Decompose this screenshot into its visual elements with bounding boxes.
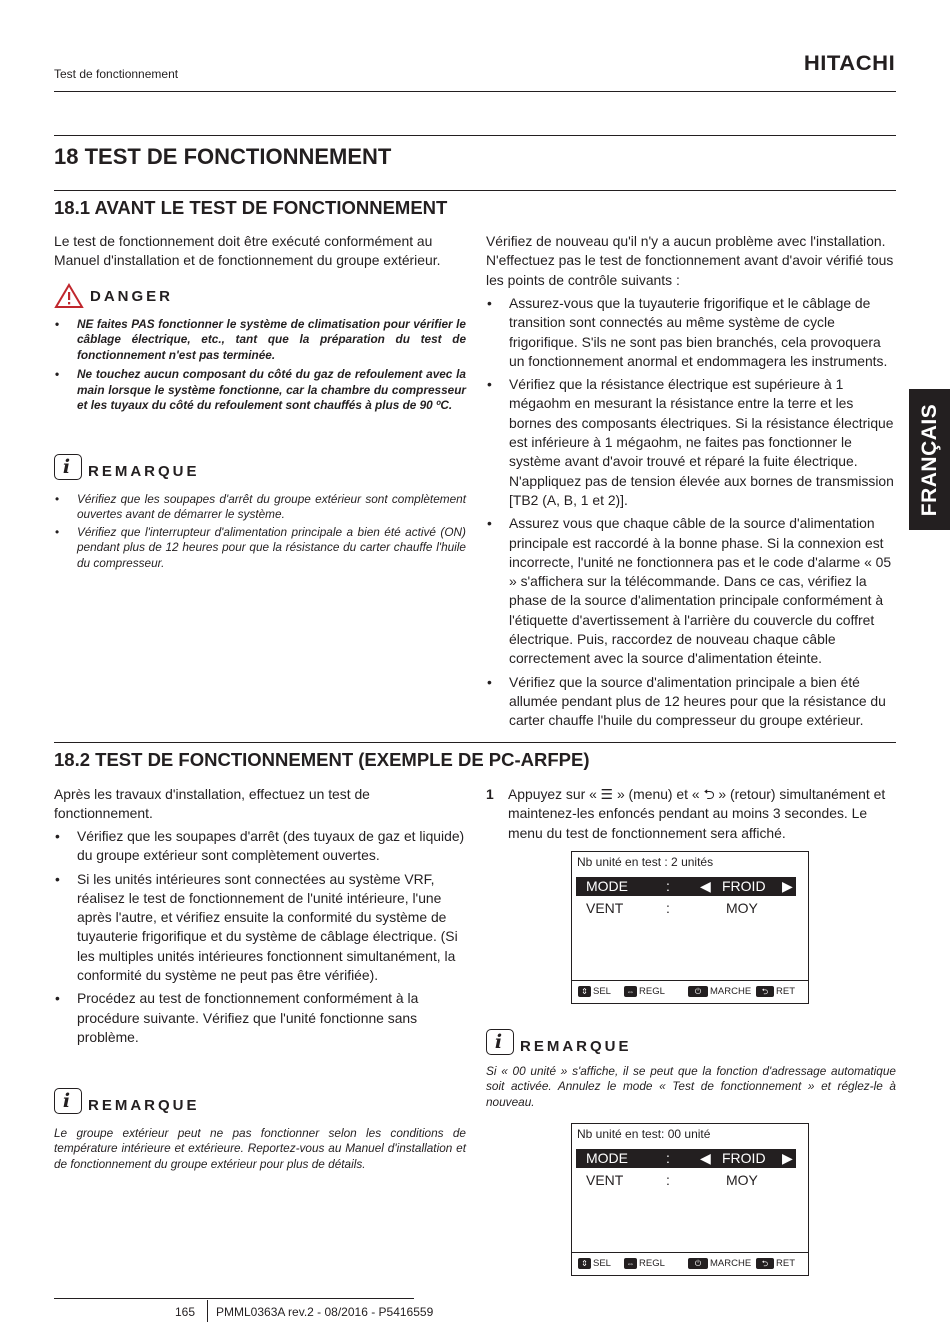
right-arrow-icon: ▶ <box>782 1150 793 1166</box>
note-text: Le groupe extérieur peut ne pas fonctionner selon les conditions de température intérieure et extérieure. Reportez-vous au Manuel d'installation et de fonctionnement du groupe extérieur pour plus de détails. <box>54 1126 466 1171</box>
document-reference: PMML0363A rev.2 - 08/2016 - P5416559 <box>216 1305 434 1319</box>
danger-label: DANGER <box>90 287 174 305</box>
s1-right-intro: Vérifiez de nouveau qu'il n'y a aucun problème avec l'installation. N'effectuez pas le test de fonctionnement avant d'avoir vérifié tous les points de contrôle suivants : <box>486 233 894 288</box>
lcd-fan-row: VENT : MOY <box>586 900 758 916</box>
note-item: • Vérifiez que les soupapes d'arrêt du groupe extérieur sont complètement ouvertes avant de démarrer le système. <box>54 492 466 523</box>
left-arrow-icon: ◀ <box>700 1150 711 1166</box>
danger-block <box>54 283 466 417</box>
lcd-title: Nb unité en test : 2 unités <box>577 855 714 869</box>
note-list <box>54 492 466 571</box>
section-18-2-title: 18.2 TEST DE FONCTIONNEMENT (EXEMPLE DE PC-ARFPE) <box>54 749 590 770</box>
danger-heading <box>54 283 466 309</box>
note-label: REMARQUE <box>520 1038 632 1055</box>
lcd-mode-row: MODE : ◀ FROID ▶ <box>576 1149 796 1168</box>
info-icon: i <box>54 1088 82 1114</box>
chapter-rule-top <box>54 135 896 136</box>
remote-display-1 <box>571 851 809 1004</box>
danger-item: • Ne touchez aucun composant du côté du gaz de refoulement avec la main lorsque le système fonctionne, car la chambre du compresseur et les tuyaux du côté du refoulement sont chauffés à plus de 90 ºC. <box>54 367 466 413</box>
note-label: REMARQUE <box>88 463 200 480</box>
header-rule <box>54 91 896 92</box>
page-number: 165 <box>175 1305 196 1319</box>
language-tab: FRANÇAIS <box>909 389 950 530</box>
s2-intro: Après les travaux d'installation, effectuez un test de fonctionnement. <box>54 786 370 822</box>
checklist-item: • Vérifiez que la source d'alimentation principale a bien été allumée pendant plus de 12 heures pour que la résistance du carter chauffe l'huile du compresseur du groupe extérieur. <box>486 673 896 731</box>
info-icon: i <box>54 454 82 480</box>
left-right-icon: ⇔ <box>624 986 637 997</box>
checklist-item: • Vérifiez que la résistance électrique est supérieure à 1 mégaohm en mesurant la résistance entre la terre et les bornes des composants électriques. Si la résistance électrique est inférieure à 1 mégaohm, ne faites pas fonctionner le système avant d'avoir trouvé et réparé la fuite électrique. N'appliquez pas de tension élevée aux bornes de transmission [TB2 (A, B, 1 et 2)]. <box>486 375 896 510</box>
chapter-rule-bottom <box>54 190 896 191</box>
s2-item: • Procédez au test de fonctionnement conformément à la procédure suivante. Vérifiez que l'unité fonctionne sans problème. <box>54 989 466 1047</box>
info-icon: i <box>486 1029 514 1055</box>
power-icon: ⏻ <box>688 986 708 997</box>
s1-checklist <box>486 294 896 735</box>
lcd-fan-row: VENT : MOY <box>586 1172 758 1188</box>
left-right-icon: ⇔ <box>624 1258 637 1269</box>
section-18-1-title: 18.1 AVANT LE TEST DE FONCTIONNEMENT <box>54 197 448 218</box>
checklist-item: • Assurez-vous que la tuyauterie frigorifique et le câblage de transition sont connectés au même système de cycle frigorifique. S'ils ne sont pas bien branchés, cela provoquera un fonctionnement anormal et endommagera les instruments. <box>486 294 896 371</box>
return-icon: ⮌ <box>756 1258 774 1269</box>
danger-list <box>54 317 466 413</box>
chapter-title: 18 TEST DE FONCTIONNEMENT <box>54 144 392 169</box>
note-item: • Vérifiez que l'interrupteur d'alimentation principale a bien été activé (ON) pendant plus de 12 heures pour que la résistance du carter chauffe l'huile du compresseur. <box>54 525 466 571</box>
step-number: 1 <box>486 786 494 802</box>
warning-triangle-icon <box>54 283 84 309</box>
section-18-2-rule <box>54 742 896 743</box>
note-heading <box>54 453 466 480</box>
lcd-title: Nb unité en test: 00 unité <box>577 1127 711 1141</box>
note-label: REMARQUE <box>88 1097 200 1114</box>
up-down-icon: ⇕ <box>578 986 591 997</box>
note-heading <box>54 1087 466 1114</box>
power-icon: ⏻ <box>688 1258 708 1269</box>
up-down-icon: ⇕ <box>578 1258 591 1269</box>
running-header: Test de fonctionnement <box>54 67 179 81</box>
footer-divider <box>207 1300 208 1322</box>
s2-item: • Si les unités intérieures sont connectées au système VRF, réalisez le test de fonctionnement de l'unité intérieure, l'une après l'autre, et vérifiez ensuite la conformité du système de tuyauterie frigorifique et du système de câblage électrique. (Si les multiples unités intérieures fonctionnent simultanément, la conformité du système ne peut pas être vérifiée). <box>54 870 466 986</box>
lcd-mode-row: MODE : ◀ FROID ▶ <box>576 877 796 896</box>
left-arrow-icon: ◀ <box>700 878 711 894</box>
return-icon: ⮌ <box>756 986 774 997</box>
s1-intro: Le test de fonctionnement doit être exécuté conformément au Manuel d'installation et de fonctionnement du groupe extérieur. <box>54 233 441 269</box>
lcd-footer: ⇕ SEL ⇔ REGL ⏻ MARCHE ⮌ RET <box>572 1252 808 1275</box>
s2-item: • Vérifiez que les soupapes d'arrêt (des tuyaux de gaz et liquide) du groupe extérieur sont complètement ouvertes. <box>54 827 466 866</box>
step-text: Appuyez sur « ☰ » (menu) et « ⮌ » (retour) simultanément et maintenez-les enfoncés pendant au moins 3 secondes. Le menu du test de fonctionnement sera affiché. <box>508 786 886 841</box>
note-block-3 <box>486 1028 896 1110</box>
danger-item: • NE faites PAS fonctionner le système de climatisation pour vérifier le câblage électrique, etc., tant que la préparation du test de fonctionnement n'est pas terminée. <box>54 317 466 363</box>
hitachi-logo: HITACHI <box>803 52 896 75</box>
remote-display-2 <box>571 1123 809 1276</box>
right-arrow-icon: ▶ <box>782 878 793 894</box>
note-block-2 <box>54 1087 466 1172</box>
checklist-item: • Assurez vous que chaque câble de la source d'alimentation principale est raccordé à la bonne phase. Si la connexion est incorrecte, l'unité ne fonctionnera pas et le code d'alarme « 05 » s'affichera sur la télécommande. Dans ce cas, vérifiez la phase de la source d'alimentation principale conformément à l'étiquette d'avertissement à l'arrière du couvercle du coffret électrique. Puis, raccordez de nouveau chaque câble correctement avec la source d'alimentation éteinte. <box>486 514 896 668</box>
s2-list <box>54 827 466 1051</box>
note-text: Si « 00 unité » s'affiche, il se peut que la fonction d'adressage automatique soit activée. Annulez le mode « Test de fonctionnement » et réglez-le à nouveau. <box>486 1064 896 1109</box>
lcd-footer: ⇕ SEL ⇔ REGL ⏻ MARCHE ⮌ RET <box>572 980 808 1003</box>
note-heading <box>486 1028 896 1055</box>
footer-rule <box>54 1298 414 1299</box>
note-block-1 <box>54 453 466 573</box>
